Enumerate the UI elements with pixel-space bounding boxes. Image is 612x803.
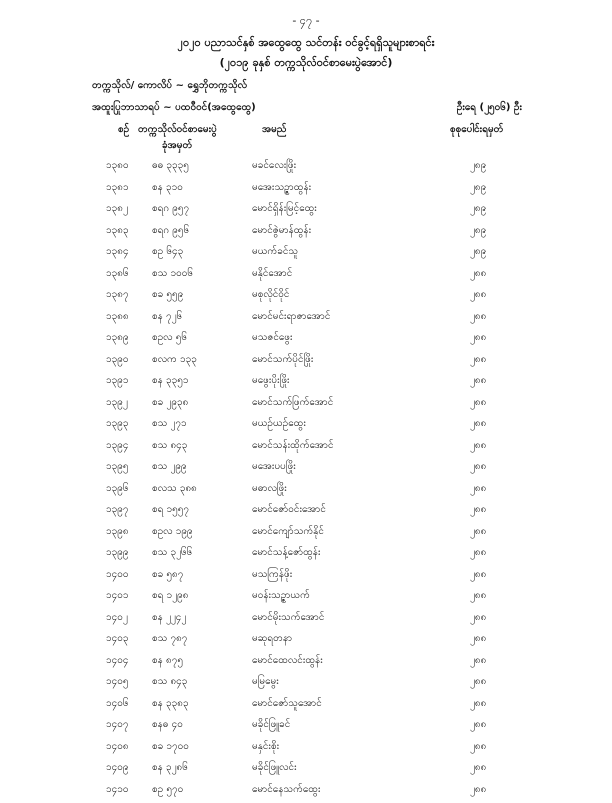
table-row xyxy=(0,545,612,567)
total-mark: ၂၈၈ xyxy=(470,416,486,431)
total-mark: ၂၈၈ xyxy=(470,739,486,754)
roll-number: စလက ၁၃၃ xyxy=(152,352,197,367)
table-row xyxy=(0,760,612,782)
roll-number: စလသ ၃၈၈ xyxy=(152,481,197,496)
serial-number: ၁၃၈၇ xyxy=(106,287,129,302)
table-row xyxy=(0,674,612,696)
serial-number: ၁၃၉၆ xyxy=(106,481,129,496)
student-name: မောင်နေသက်ထွေး xyxy=(252,782,321,797)
total-mark: ၂၈၈ xyxy=(470,631,486,646)
total-mark: ၂၈၈ xyxy=(470,610,486,625)
student-name: မောင်ကျော်သက်နိုင် xyxy=(252,524,324,539)
total-mark: ၂၈၉ xyxy=(470,244,486,259)
roll-number: စခ ၁၇၀၀ xyxy=(152,739,189,754)
table-row xyxy=(0,201,612,223)
serial-number: ၁၄၀၄ xyxy=(106,653,129,668)
student-name: မစုလိုင်ဝိုင် xyxy=(252,287,289,302)
student-name: မအေးသဉ္ဇာထွန်း xyxy=(252,180,311,195)
total-mark: ၂၈၈ xyxy=(470,524,486,539)
student-name: မနှင်းစိုး xyxy=(252,739,279,754)
total-mark: ၂၈၉ xyxy=(470,223,486,238)
serial-number: ၁၃၉၄ xyxy=(106,438,129,453)
roll-number: ဓဓ ၃၃၃၅ xyxy=(152,158,189,173)
total-mark: ၂၈၈ xyxy=(470,352,486,367)
student-name: မယက်ခင်သူ xyxy=(252,244,298,259)
serial-number: ၁၃၈၀ xyxy=(106,158,129,173)
table-row xyxy=(0,416,612,438)
serial-number: ၁၃၈၄ xyxy=(106,244,129,259)
student-name: မသကြန်ဖိုး xyxy=(252,567,292,582)
student-name: မောင်မင်းရာဇာအောင် xyxy=(252,309,330,324)
serial-number: ၁၄၀၉ xyxy=(106,760,129,775)
roll-number: စရ ၁၅၅၇ xyxy=(152,502,189,517)
serial-number: ၁၃၈၉ xyxy=(106,330,129,345)
header-roll: တက္ကသိုလ်ဝင်စာမေးပွဲ xyxy=(138,122,217,137)
student-name: မဆုရတနာ xyxy=(252,631,292,646)
student-name: မသဇင်ဖွေး xyxy=(252,330,293,345)
table-row xyxy=(0,502,612,524)
roll-number: စန ၃၃၅၁ xyxy=(152,373,188,388)
serial-number: ၁၃၉၀ xyxy=(106,352,129,367)
roll-number: စရ ၁၂၉၈ xyxy=(152,588,188,603)
student-name: မောင်ဇော်ဝင်းအောင် xyxy=(252,502,326,517)
table-row xyxy=(0,481,612,503)
serial-number: ၁၄၀၃ xyxy=(106,631,129,646)
total-mark: ၂၈၈ xyxy=(470,330,486,345)
roll-number: စန ၃၂၈၆ xyxy=(152,760,188,775)
student-name: မအေးပပဖြိုး xyxy=(252,459,296,474)
serial-number: ၁၄၀၈ xyxy=(106,739,129,754)
header-name: အမည် xyxy=(262,122,287,137)
table-row xyxy=(0,395,612,417)
total-mark: ၂၈၈ xyxy=(470,653,486,668)
table-row xyxy=(0,158,612,180)
count-note: ဦးရေ (၂၅၀၆) ဦး xyxy=(457,100,522,115)
page-number: - ၄၇ - xyxy=(0,14,612,30)
serial-number: ၁၃၈၂ xyxy=(106,201,128,216)
roll-number: စခ ၂၉၃၈ xyxy=(152,395,188,410)
roll-number: စဥလ ၁၉၉ xyxy=(152,524,193,539)
roll-number: စန ၃၃၈၃ xyxy=(152,696,189,711)
serial-number: ၁၃၉၂ xyxy=(106,395,128,410)
table-row xyxy=(0,438,612,460)
student-name: မောင်ထေလင်းထွန်း xyxy=(252,653,323,668)
student-name: မခိုင်ဖြူခင် xyxy=(252,717,290,732)
serial-number: ၁၃၉၁ xyxy=(106,373,129,388)
total-mark: ၂၈၈ xyxy=(470,588,486,603)
university-line: တက္ကသိုလ်/ ကောလိပ် ~ ရွှေဘိုတက္ကသိုလ် xyxy=(92,78,247,93)
roll-number: စသ ၁၀၀၆ xyxy=(152,266,193,281)
serial-number: ၁၃၉၅ xyxy=(106,459,129,474)
roll-number: စန ၇၂၆ xyxy=(152,309,182,324)
table-row xyxy=(0,524,612,546)
serial-number: ၁၃၉၉ xyxy=(106,545,129,560)
total-mark: ၂၈၈ xyxy=(470,459,486,474)
document-title: ၂၀၂၀ ပညာသင်နှစ် အထွေထွေ သင်တန်း ဝင်ခွင့်ရရှိသူများစာရင်း xyxy=(0,36,612,52)
serial-number: ၁၄၀၆ xyxy=(106,696,129,711)
student-name: မယဉ်ယဉ်ထွေး xyxy=(252,416,306,431)
serial-number: ၁၃၈၈ xyxy=(106,309,129,324)
roll-number: စသ ၈၄၃ xyxy=(152,438,187,453)
serial-number: ၁၄၀၇ xyxy=(106,717,129,732)
table-row xyxy=(0,287,612,309)
student-name: မဝန်းသဉ္ဇာယက် xyxy=(252,588,310,603)
table-row xyxy=(0,739,612,761)
student-name: မောင်ဇွဲမာန်ထွန်း xyxy=(252,223,311,238)
total-mark: ၂၈၈ xyxy=(470,567,486,582)
roll-number: စန ၃၁၀ xyxy=(152,180,183,195)
student-name: မခိုင်ဖြူလင်း xyxy=(252,760,297,775)
roll-number: စဥ ၆၄၃ xyxy=(152,244,183,259)
student-name: မဓာလဖြိုး xyxy=(252,481,287,496)
student-name: မမြမွေး xyxy=(252,674,279,689)
serial-number: ၁၃၈၆ xyxy=(106,266,129,281)
roll-number: စခ ၅၅၉ xyxy=(152,287,183,302)
total-mark: ၂၈၈ xyxy=(470,760,486,775)
subject-label: အထူးပြုဘာသာရပ် ~ ပထဝီဝင်(အထွေထွေ) xyxy=(92,102,256,113)
roll-number: စသ ၇၈၇ xyxy=(152,631,187,646)
total-mark: ၂၈၈ xyxy=(470,373,486,388)
serial-number: ၁၄၀၁ xyxy=(106,588,129,603)
student-name: မောင်မိုးသက်အောင် xyxy=(252,610,324,625)
roll-number: စခ ၅၈၇ xyxy=(152,567,183,582)
student-name: မောင်သန့်ဇော်ထွန်း xyxy=(252,545,321,560)
table-row xyxy=(0,653,612,675)
serial-number: ၁၄၀၂ xyxy=(106,610,128,625)
table-row xyxy=(0,696,612,718)
total-mark: ၂၈၈ xyxy=(470,395,486,410)
student-name: မောင်သက်ပိုင်ဖြိုး xyxy=(252,352,313,367)
table-row xyxy=(0,717,612,739)
table-row xyxy=(0,352,612,374)
serial-number: ၁၃၉၈ xyxy=(106,524,129,539)
roll-number: စနဓ ၄၀ xyxy=(152,717,183,732)
roll-number: စန ၂၂၄၂ xyxy=(152,610,186,625)
student-name: မောင်သက်ဖြက်အောင် xyxy=(252,395,333,410)
student-name: မနိုင်အောင် xyxy=(252,266,292,281)
serial-number: ၁၃၉၃ xyxy=(106,416,129,431)
student-name: မောင်သန်းထိုက်အောင် xyxy=(252,438,334,453)
roll-number: စဥ ၅၇၀ xyxy=(152,782,183,797)
roll-number: စန ၈၇၅ xyxy=(152,653,183,668)
total-mark: ၂၈၈ xyxy=(470,502,486,517)
roll-number: စသ ၃၂၆၆ xyxy=(152,545,192,560)
table-row xyxy=(0,373,612,395)
student-name: မောင်ဇော်သူအောင် xyxy=(252,696,322,711)
table-row xyxy=(0,309,612,331)
table-row xyxy=(0,266,612,288)
roll-number: စရဂ ၉၅၆ xyxy=(152,223,189,238)
total-mark: ၂၈၈ xyxy=(470,287,486,302)
total-mark: ၂၈၈ xyxy=(470,545,486,560)
serial-number: ၁၃၉၇ xyxy=(106,502,129,517)
header-roll-sub: ခုံအမှတ် xyxy=(162,138,192,153)
student-name: မဖွေးပိုးဖြိုး xyxy=(252,373,290,388)
table-row xyxy=(0,631,612,653)
total-mark: ၂၈၈ xyxy=(470,481,486,496)
results-list xyxy=(0,158,612,803)
total-mark: ၂၈၈ xyxy=(470,782,486,797)
header-serial: စဉ် xyxy=(118,122,129,137)
roll-number: စရဂ ၉၅၇ xyxy=(152,201,189,216)
table-row xyxy=(0,588,612,610)
roll-number: စဥလ ၅၆ xyxy=(152,330,187,345)
roll-number: စသ ၂၉၉ xyxy=(152,459,187,474)
total-mark: ၂၈၈ xyxy=(470,309,486,324)
header-mark: စုစုပေါင်းရမှတ် xyxy=(450,122,503,137)
total-mark: ၂၈၈ xyxy=(470,438,486,453)
table-row xyxy=(0,567,612,589)
total-mark: ၂၈၉ xyxy=(470,180,486,195)
total-mark: ၂၈၉ xyxy=(470,201,486,216)
table-row xyxy=(0,610,612,632)
student-name: မောင်ရှိန်းမြင့်ထွေး xyxy=(252,201,317,216)
roll-number: စသ ၂၇၁ xyxy=(152,416,187,431)
table-row xyxy=(0,223,612,245)
total-mark: ၂၈၈ xyxy=(470,717,486,732)
table-row xyxy=(0,459,612,481)
student-name: မခင်လေးဖြိုး xyxy=(252,158,296,173)
total-mark: ၂၈၉ xyxy=(470,158,486,173)
document-subtitle: (၂၀၁၉ ခုနှစ် တက္ကသိုလ်ဝင်စာမေးပွဲအောင်) xyxy=(0,56,612,72)
total-mark: ၂၈၈ xyxy=(470,696,486,711)
subject-line xyxy=(92,100,522,115)
serial-number: ၁၄၀၀ xyxy=(106,567,129,582)
table-row xyxy=(0,244,612,266)
serial-number: ၁၄၀၅ xyxy=(106,674,129,689)
serial-number: ၁၄၁၀ xyxy=(106,782,129,797)
serial-number: ၁၃၈၁ xyxy=(106,180,129,195)
total-mark: ၂၈၈ xyxy=(470,266,486,281)
table-row xyxy=(0,782,612,803)
table-row xyxy=(0,330,612,352)
serial-number: ၁၃၈၃ xyxy=(106,223,129,238)
roll-number: စသ ၈၄၃ xyxy=(152,674,187,689)
total-mark: ၂၈၈ xyxy=(470,674,486,689)
table-row xyxy=(0,180,612,202)
